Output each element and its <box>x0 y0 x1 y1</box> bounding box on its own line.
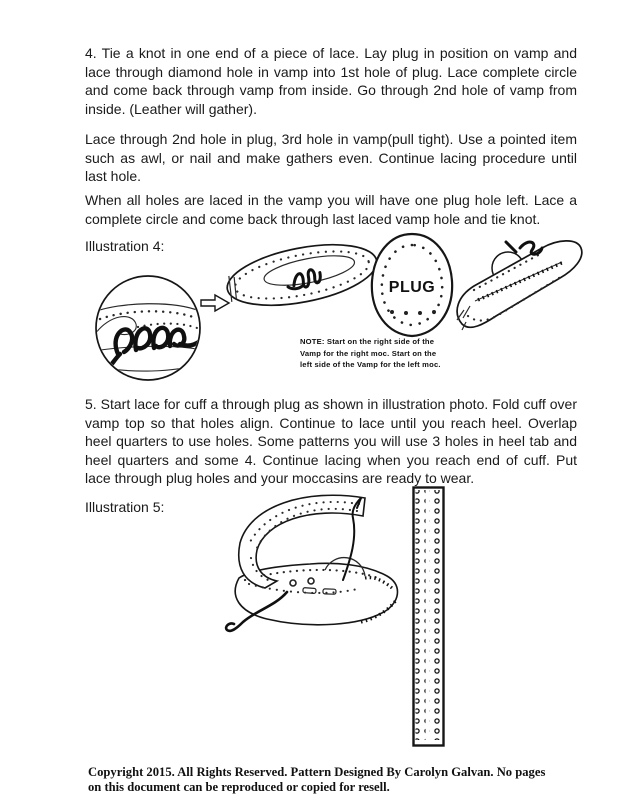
step-4-paragraph-2: Lace through 2nd hole in plug, 3rd hole in vamp(pull tight). Use a pointed item such as awl, or nail and make gathers even. Continue lacing procedure until last hole. <box>85 131 577 184</box>
strip-hole-column-right <box>430 490 441 740</box>
lacing-detail-circle <box>94 276 206 380</box>
step-5-paragraph: 5. Start lace for cuff a through plug as shown in illustration photo. Fold cuff over vamp top so that holes align. Continue to lace until you reach heel. Overlap heel quarters to use holes. Some patterns you will use 3 holes in heel tab and heel quarters and some 4. Continue lacing when you reach end of cuff. Put lace through plug holes and your moccasins are ready to wear. <box>85 396 577 486</box>
moccasin-laced-view <box>457 241 582 330</box>
note-line-3: left side of the Vamp for the left moc. <box>300 360 441 369</box>
plug-piece <box>372 234 452 336</box>
arrow-right-icon <box>201 295 229 311</box>
moccasin-sole-view <box>222 234 382 316</box>
illustration-4-label: Illustration 4: <box>85 238 165 254</box>
copyright-line-2: on this document can be reproduced or copied for resell. <box>88 780 390 794</box>
moccasin-body <box>235 558 397 625</box>
illustration-4-note <box>300 336 450 371</box>
note-line-2: Vamp for the right moc. Start on the <box>300 348 437 358</box>
illustration-5-label: Illustration 5: <box>85 499 165 515</box>
strip-hole-column-left <box>416 490 426 740</box>
lacing-strip <box>412 486 446 748</box>
step-4-paragraph-1: 4. Tie a knot in one end of a piece of lace. Lay plug in position on vamp and lace through diamond hole in vamp into 1st hole of plug. Lace complete circle and come back through vamp from inside. Go through 2nd hole of vamp from inside. (Leather will gather). <box>85 45 577 117</box>
note-line-1: NOTE: Start on the right side of the <box>300 337 435 346</box>
copyright-line-1: Copyright 2015. All Rights Reserved. Pattern Designed By Carolyn Galvan. No pages <box>88 765 546 779</box>
step-4-paragraph-3: When all holes are laced in the vamp you will have one plug hole left. Lace a complete circle and come back through last laced vamp hole and tie knot. <box>85 192 577 227</box>
plug-label: PLUG <box>388 279 436 296</box>
copyright-footer <box>88 765 588 795</box>
illustration-5-drawing <box>215 488 415 643</box>
